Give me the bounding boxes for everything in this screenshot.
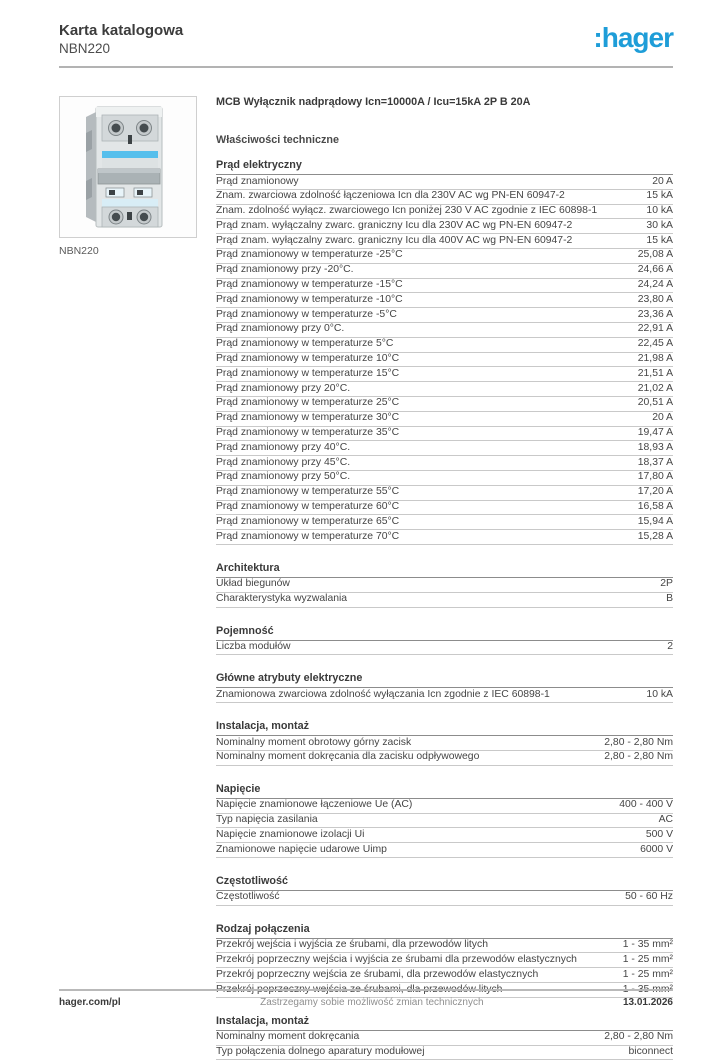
row-label: Prąd znamionowy w temperaturze 10°C (216, 353, 400, 365)
table-row (216, 441, 673, 456)
row-value: 2,80 - 2,80 Nm (604, 751, 673, 763)
spec-section (216, 625, 673, 656)
table-row (216, 501, 673, 516)
product-title: MCB Wyłącznik nadprądowy Icn=10000A / Icu=15kA 2P B 20A (216, 96, 531, 108)
row-label: Znamionowe napięcie udarowe Uimp (216, 843, 387, 855)
section-title: Architektura (216, 562, 673, 578)
row-label: Prąd znamionowy przy -20°C. (216, 264, 354, 276)
table-row (216, 367, 673, 382)
section-rows (216, 891, 673, 906)
row-label: Napięcie znamionowe łączeniowe Ue (AC) (216, 799, 413, 811)
row-label: Prąd znamionowy w temperaturze 5°C (216, 338, 394, 350)
row-label: Prąd znamionowy przy 45°C. (216, 456, 351, 468)
row-value: 19,47 A (637, 427, 673, 439)
row-value: 18,37 A (637, 456, 673, 468)
table-row (216, 891, 673, 906)
row-value: 6000 V (640, 843, 673, 855)
row-label: Prąd znam. wyłączalny zwarc. graniczny Icu dla 400V AC wg PN-EN 60947-2 (216, 234, 573, 246)
spec-section (216, 159, 673, 545)
row-value: 21,98 A (637, 353, 673, 365)
spec-section (216, 923, 673, 998)
table-row (216, 828, 673, 843)
row-value: 21,02 A (637, 382, 673, 394)
content-area (59, 90, 673, 1060)
row-label: Typ napięcia zasilania (216, 814, 318, 825)
table-row (216, 939, 673, 954)
section-rows (216, 1031, 673, 1060)
row-value: 10 kA (646, 205, 673, 217)
spec-section (216, 1015, 673, 1060)
section-title: Instalacja, montaż (216, 720, 673, 736)
section-rows (216, 641, 673, 656)
section-title: Rodzaj połączenia (216, 923, 673, 939)
spec-column (216, 90, 673, 1060)
product-image (59, 96, 197, 238)
row-label: Prąd znamionowy przy 0°C. (216, 323, 345, 335)
row-value: 25,08 A (637, 249, 673, 261)
table-row (216, 279, 673, 294)
table-row (216, 593, 673, 608)
product-code: NBN220 (59, 41, 111, 56)
row-label: Prąd znamionowy (216, 175, 299, 187)
spec-section (216, 875, 673, 906)
page-footer (59, 997, 673, 1008)
row-value: 22,45 A (637, 338, 673, 350)
table-row (216, 530, 673, 545)
spec-section (216, 783, 673, 858)
row-value: 24,24 A (637, 279, 673, 291)
mcb-breaker-illustration (76, 103, 180, 231)
row-label: Prąd znamionowy w temperaturze 30°C (216, 412, 400, 424)
row-value: 18,93 A (637, 441, 673, 453)
row-value: 15 kA (646, 234, 673, 246)
row-label: Prąd znamionowy w temperaturze 35°C (216, 427, 400, 439)
row-label: Znam. zwarciowa zdolność łączeniowa Icn dla 230V AC wg PN-EN 60947-2 (216, 190, 565, 202)
row-value: 2P (660, 578, 673, 590)
row-label: Prąd znamionowy w temperaturze 70°C (216, 530, 400, 542)
row-label: Prąd znamionowy w temperaturze 15°C (216, 367, 400, 379)
row-label: Typ połączenia dolnego aparatury modułowej (216, 1046, 425, 1058)
section-title: Prąd elektryczny (216, 159, 673, 175)
row-label: Napięcie znamionowe izolacji Ui (216, 828, 365, 840)
table-row (216, 515, 673, 530)
row-value: 17,20 A (637, 486, 673, 498)
table-row (216, 412, 673, 427)
table-row (216, 814, 673, 829)
table-row (216, 293, 673, 308)
section-title: Częstotliwość (216, 875, 673, 891)
row-label: Znamionowa zwarciowa zdolność wyłączania Icn zgodnie z IEC 60898-1 (216, 688, 550, 700)
row-label: Prąd znamionowy przy 20°C. (216, 382, 351, 394)
page-header (59, 21, 673, 57)
row-value: 23,36 A (637, 308, 673, 320)
table-row (216, 1031, 673, 1046)
row-value: 50 - 60 Hz (625, 891, 673, 903)
row-value: 21,51 A (637, 367, 673, 379)
table-row (216, 382, 673, 397)
row-label: Przekrój wejścia i wyjścia ze śrubami, dla przewodów litych (216, 939, 488, 951)
table-row (216, 843, 673, 858)
table-row (216, 308, 673, 323)
row-label: Prąd znamionowy w temperaturze -15°C (216, 279, 403, 291)
section-title: Główne atrybuty elektryczne (216, 672, 673, 688)
table-row (216, 471, 673, 486)
row-value: 1 - 25 mm² (622, 968, 673, 980)
section-rows (216, 688, 673, 703)
row-value: 24,66 A (637, 264, 673, 276)
table-row (216, 1046, 673, 1060)
spec-section (216, 720, 673, 766)
row-value: 2 (667, 641, 673, 653)
row-label: Nominalny moment dokręcania dla zacisku odpływowego (216, 751, 480, 763)
table-row (216, 799, 673, 814)
row-label: Prąd znamionowy w temperaturze 65°C (216, 515, 400, 527)
row-value: 20,51 A (637, 397, 673, 409)
row-value: 16,58 A (637, 501, 673, 513)
table-row (216, 751, 673, 766)
row-label: Prąd znamionowy w temperaturze -5°C (216, 308, 397, 320)
row-value: 20 A (652, 412, 673, 424)
table-row (216, 456, 673, 471)
row-label: Nominalny moment dokręcania (216, 1031, 360, 1043)
row-label: Prąd znamionowy w temperaturze 25°C (216, 397, 400, 409)
table-row (216, 249, 673, 264)
spec-section (216, 672, 673, 703)
section-rows (216, 799, 673, 858)
row-value: 22,91 A (637, 323, 673, 335)
row-value: 1 - 25 mm² (622, 953, 673, 965)
row-label: Prąd znamionowy w temperaturze 55°C (216, 486, 400, 498)
disclaimer-text: Zastrzegamy sobie możliwość zmian technicznych (260, 997, 484, 1008)
row-value: 20 A (652, 175, 673, 187)
table-row (216, 190, 673, 205)
row-value: 15,28 A (637, 530, 673, 542)
row-value: 23,80 A (637, 293, 673, 305)
row-value: 10 kA (646, 688, 673, 700)
row-label: Prąd znam. wyłączalny zwarc. graniczny Icu dla 230V AC wg PN-EN 60947-2 (216, 219, 573, 231)
table-row (216, 175, 673, 190)
section-rows (216, 578, 673, 608)
spec-sections (216, 159, 673, 1060)
table-row (216, 641, 673, 656)
row-value: 17,80 A (637, 471, 673, 483)
table-row (216, 205, 673, 220)
row-value: 400 - 400 V (619, 799, 673, 811)
row-value: 2,80 - 2,80 Nm (604, 1031, 673, 1043)
row-label: Prąd znamionowy przy 50°C. (216, 471, 351, 483)
table-row (216, 688, 673, 703)
document-type-title: Karta katalogowa (59, 22, 184, 39)
row-value: AC (658, 814, 673, 825)
website-link[interactable]: hager.com/pl (59, 997, 121, 1008)
row-value: 500 V (645, 828, 673, 840)
section-rows (216, 736, 673, 766)
section-rows (216, 175, 673, 545)
properties-heading: Właściwości techniczne (216, 134, 340, 146)
row-label: Prąd znamionowy w temperaturze 60°C (216, 501, 400, 513)
row-label: Nominalny moment obrotowy górny zacisk (216, 736, 412, 748)
row-label: Liczba modułów (216, 641, 291, 653)
table-row (216, 953, 673, 968)
hager-logo: :hager (593, 22, 673, 53)
row-label: Charakterystyka wyzwalania (216, 593, 348, 605)
table-row (216, 397, 673, 412)
row-value: 30 kA (646, 219, 673, 231)
row-value: 1 - 35 mm² (622, 939, 673, 951)
row-label: Znam. zdolność wyłącz. zwarciowego Icn poniżej 230 V AC zgodnie z IEC 60898-1 (216, 205, 598, 217)
table-row (216, 323, 673, 338)
table-row (216, 486, 673, 501)
product-image-caption: NBN220 (59, 245, 99, 257)
table-row (216, 338, 673, 353)
row-label: Prąd znamionowy w temperaturze -25°C (216, 249, 403, 261)
row-label: Przekrój poprzeczny wejścia ze śrubami, dla przewodów elastycznych (216, 968, 539, 980)
section-title: Napięcie (216, 783, 673, 799)
product-image-column (59, 90, 197, 1060)
table-row (216, 219, 673, 234)
row-label: Prąd znamionowy przy 40°C. (216, 441, 351, 453)
row-label: Układ biegunów (216, 578, 290, 590)
table-row (216, 968, 673, 983)
row-label: Częstotliwość (216, 891, 280, 903)
footer-divider (59, 989, 673, 991)
table-row (216, 234, 673, 249)
row-value: 15 kA (646, 190, 673, 202)
header-divider (59, 66, 673, 68)
spec-section (216, 562, 673, 608)
row-value: B (666, 593, 673, 605)
table-row (216, 736, 673, 751)
table-row (216, 353, 673, 368)
row-value: 2,80 - 2,80 Nm (604, 736, 673, 748)
section-title: Pojemność (216, 625, 673, 641)
row-value: 15,94 A (637, 515, 673, 527)
section-title: Instalacja, montaż (216, 1015, 673, 1031)
table-row (216, 578, 673, 593)
table-row (216, 264, 673, 279)
row-label: Przekrój poprzeczny wejścia i wyjścia ze śrubami dla przewodów elastycznych (216, 953, 577, 965)
row-value: biconnect (628, 1046, 673, 1058)
row-label: Prąd znamionowy w temperaturze -10°C (216, 293, 403, 305)
table-row (216, 427, 673, 442)
document-date: 13.01.2026 (622, 997, 673, 1008)
